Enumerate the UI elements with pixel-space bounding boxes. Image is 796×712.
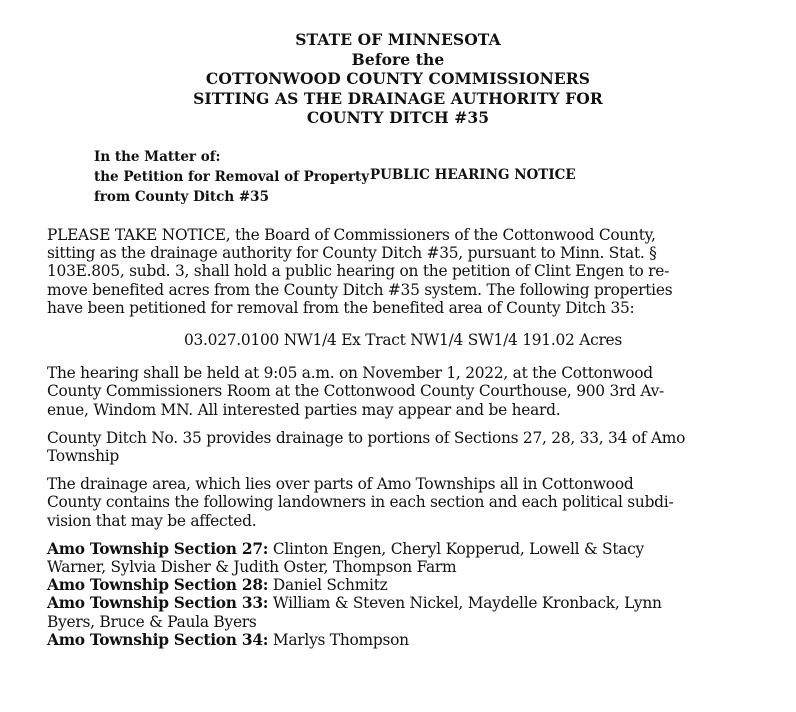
header-authority: SITTING AS THE DRAINAGE AUTHORITY FOR [193, 88, 603, 108]
section-owners: Daniel Schmitz [268, 576, 388, 595]
paragraph-drainage-area [47, 475, 759, 530]
header-before: Before the [351, 49, 445, 69]
notice-header [0, 30, 796, 128]
parcel-line: 03.027.0100 NW1/4 Ex Tract NW1/4 SW1/4 191.02 Acres [183, 331, 623, 350]
section-label: Amo Township Section 27: [47, 539, 269, 558]
notice-title: PUBLIC HEARING NOTICE [370, 167, 576, 183]
matter-line-2: the Petition for Removal of Property [94, 169, 370, 185]
paragraph-line: The hearing shall be held at 9:05 a.m. on November 1, 2022, at the Cottonwood [47, 364, 653, 383]
paragraph-line: vision that may be affected. [47, 511, 257, 530]
matter-line-1: In the Matter of: [94, 149, 221, 165]
matter-line-3: from County Ditch #35 [94, 189, 269, 205]
case-caption [94, 147, 734, 207]
matter-block [94, 147, 369, 207]
paragraph-line: PLEASE TAKE NOTICE, the Board of Commissioners of the Cottonwood County, [47, 226, 656, 244]
header-commissioners: COTTONWOOD COUNTY COMMISSIONERS [205, 69, 591, 88]
paragraph-line: The drainage area, which lies over parts of Amo Townships all in Cottonwood [47, 475, 634, 494]
section-label: Amo Township Section 34: [47, 630, 269, 649]
paragraph-line: move benefited acres from the County Ditch #35 system. The following properties [47, 280, 673, 299]
paragraph-spacer [47, 530, 759, 540]
paragraph-line: County Ditch No. 35 provides drainage to portions of Sections 27, 28, 33, 34 of Amo [47, 428, 686, 447]
paragraph-line: 103E.805, subd. 3, shall hold a public hearing on the petition of Clint Engen to re- [47, 262, 670, 281]
landowner-section-34 [47, 631, 759, 649]
section-owners: William & Steven Nickel, Maydelle Kronback, Lynn [268, 594, 662, 613]
paragraph-line: County Commissioners Room at the Cottonwood County Courthouse, 900 3rd Av- [47, 382, 665, 401]
paragraph-line: enue, Windom MN. All interested parties may appear and be heard. [47, 400, 561, 419]
landowner-list [47, 540, 759, 649]
paragraph-spacer [47, 465, 759, 475]
landowner-section-28 [47, 576, 759, 594]
paragraph-line: County contains the following landowners in each section and each political subdi- [47, 493, 674, 512]
section-label: Amo Township Section 33: [47, 594, 269, 613]
section-owners: Marlys Thompson [268, 630, 409, 649]
paragraph-spacer [47, 419, 759, 429]
paragraph-drainage-sections [47, 429, 759, 465]
paragraph-line: Township [47, 447, 120, 466]
section-owners: Clinton Engen, Cheryl Kopperud, Lowell & Stacy [268, 539, 644, 558]
landowner-section-27-cont: Warner, Sylvia Disher & Judith Oster, Thompson Farm [47, 558, 457, 577]
paragraph-line: sitting as the drainage authority for County Ditch #35, pursuant to Minn. Stat. § [47, 244, 657, 263]
landowner-section-33-cont: Byers, Bruce & Paula Byers [47, 612, 257, 631]
header-state: STATE OF MINNESOTA [295, 30, 501, 49]
landowner-section-27 [47, 540, 759, 558]
landowner-section-33 [47, 594, 759, 612]
header-ditch: COUNTY DITCH #35 [306, 108, 490, 127]
paragraph-hearing [47, 364, 759, 419]
paragraph-notice [47, 226, 759, 317]
notice-body [47, 226, 759, 649]
section-label: Amo Township Section 28: [47, 576, 269, 595]
paragraph-line: have been petitioned for removal from the benefited area of County Ditch 35: [47, 298, 635, 317]
